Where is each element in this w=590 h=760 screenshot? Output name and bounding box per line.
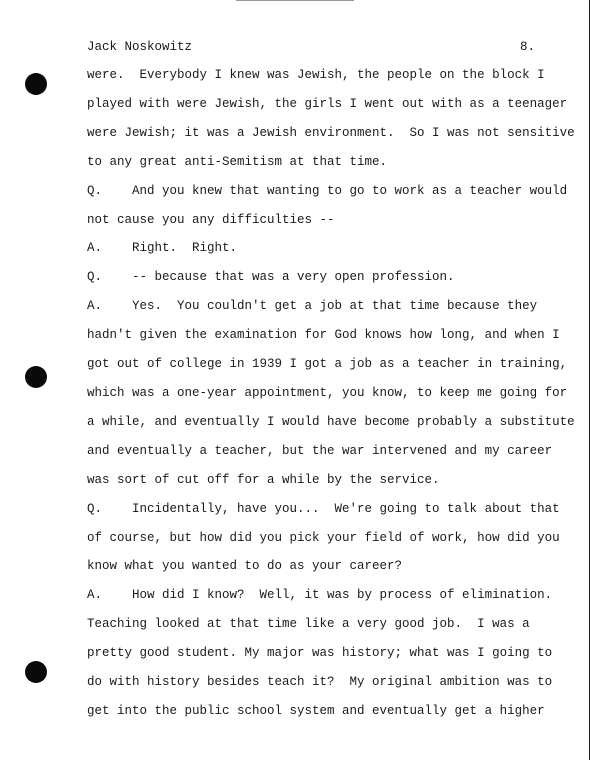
transcript-line: get into the public school system and eventually get a higher: [87, 703, 545, 718]
transcript-line: not cause you any difficulties --: [87, 212, 335, 227]
transcript-line: Q. -- because that was a very open profession.: [87, 270, 455, 285]
punch-hole-top: [25, 73, 47, 95]
transcript-line: a while, and eventually I would have become probably a substitute: [87, 414, 575, 429]
transcript-line: do with history besides teach it? My original ambition was to: [87, 675, 553, 690]
punch-hole-bottom: [25, 661, 47, 683]
transcript-line: of course, but how did you pick your field of work, how did you: [87, 530, 560, 545]
page-header: [87, 38, 535, 56]
transcript-line: Q. And you knew that wanting to go to work as a teacher would: [87, 183, 568, 198]
transcript-line: were. Everybody I knew was Jewish, the people on the block I: [87, 68, 545, 82]
transcript-line: Q. Incidentally, have you... We're going to talk about that: [87, 501, 560, 516]
transcript-line: Teaching looked at that time like a very good job. I was a: [87, 617, 530, 632]
transcript-line: know what you wanted to do as your career?: [87, 559, 403, 574]
transcript-line: was sort of cut off for a while by the service.: [87, 472, 440, 487]
interviewee-name: Jack Noskowitz: [87, 40, 193, 54]
transcript-line: which was a one-year appointment, you know, to keep me going for: [87, 385, 568, 400]
transcript-line: played with were Jewish, the girls I went out with as a teenager: [87, 96, 568, 111]
transcript-line: A. Yes. You couldn't get a job at that time because they: [87, 299, 538, 314]
transcript-body: [87, 66, 575, 731]
transcript-line: hadn't given the examination for God knows how long, and when I: [87, 328, 560, 343]
punch-hole-middle: [25, 366, 47, 388]
transcript-line: were Jewish; it was a Jewish environment. So I was not sensitive: [87, 125, 575, 140]
transcript-line: pretty good student. My major was history; what was I going to: [87, 646, 553, 661]
top-edge-rule: [236, 0, 354, 1]
transcript-line: A. How did I know? Well, it was by process of elimination.: [87, 588, 553, 603]
page-number: 8.: [519, 40, 535, 54]
transcript-line: got out of college in 1939 I got a job as a teacher in training,: [87, 357, 568, 372]
transcript-line: and eventually a teacher, but the war intervened and my career: [87, 443, 553, 458]
transcript-line: to any great anti-Semitism at that time.: [87, 154, 388, 169]
transcript-line: A. Right. Right.: [87, 241, 238, 256]
